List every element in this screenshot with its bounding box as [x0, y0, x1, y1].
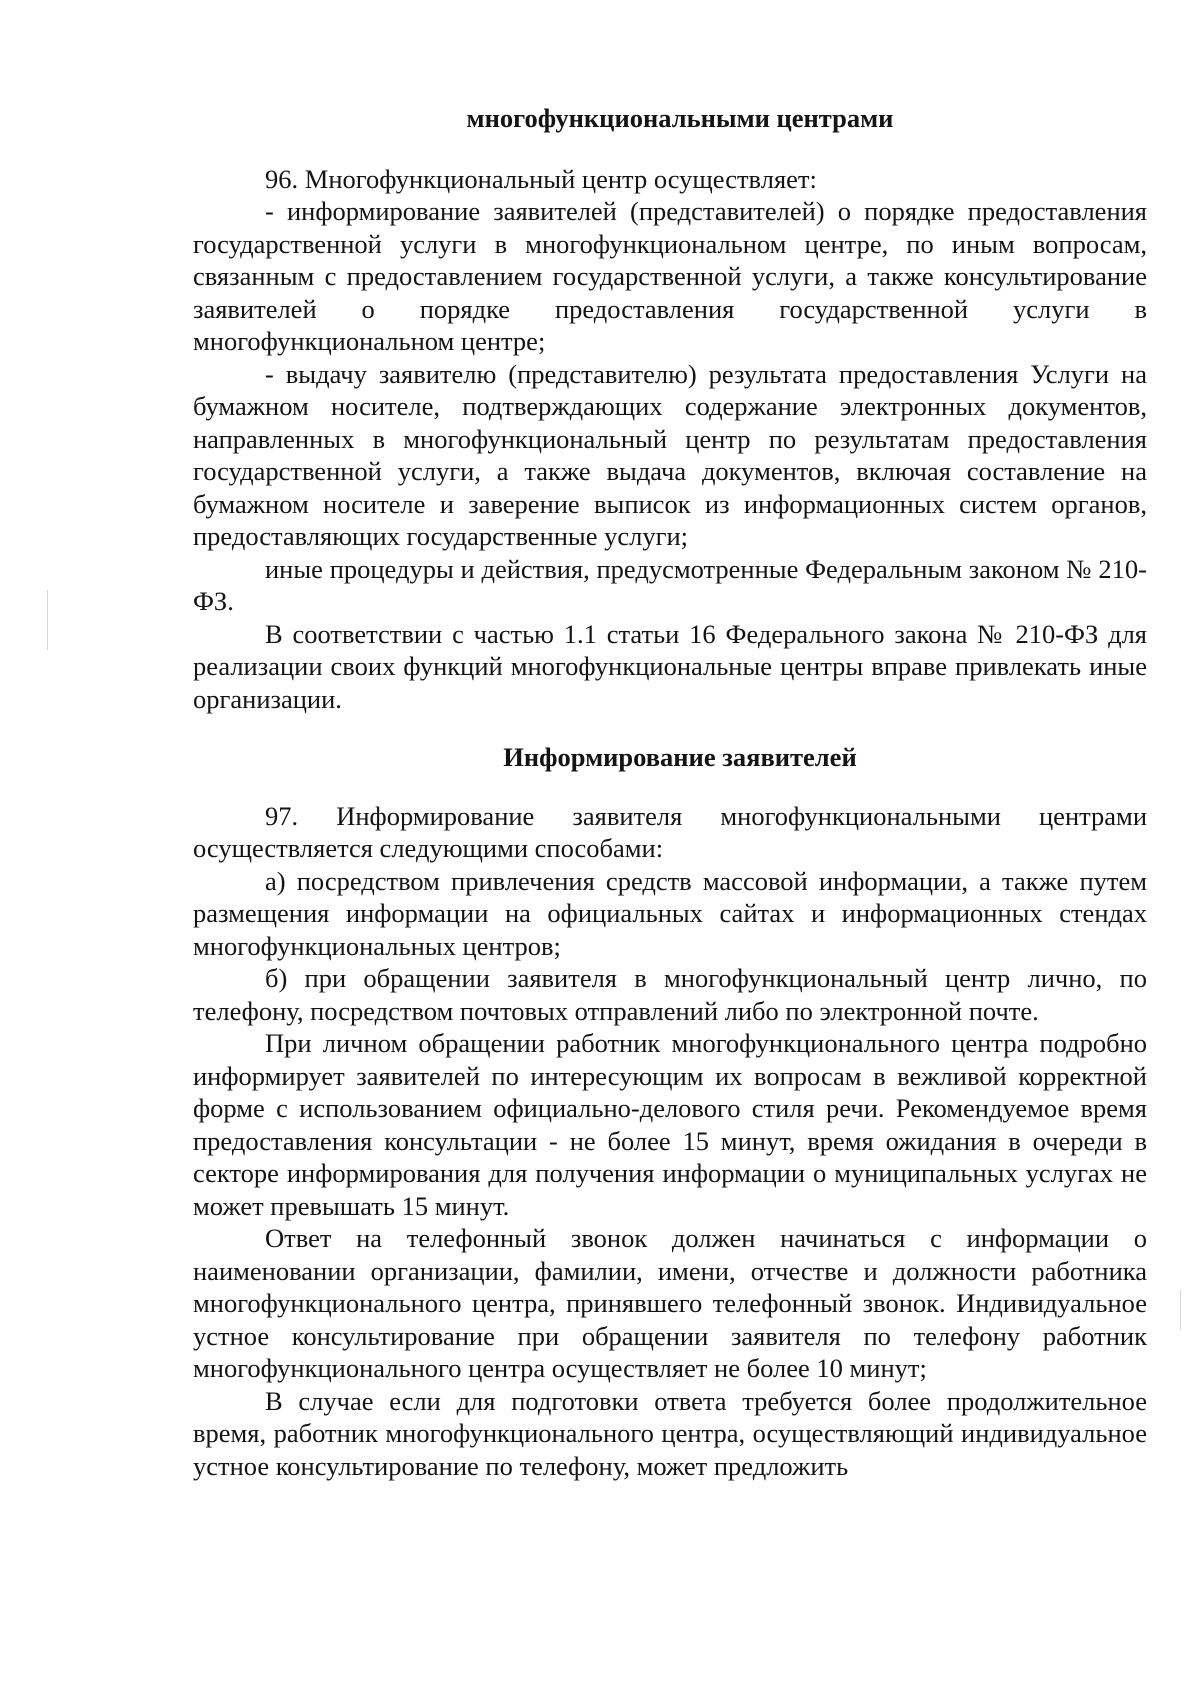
paragraph-96-other-procedures: иные процедуры и действия, предусмотренные Федеральным законом № 210-ФЗ. [193, 553, 1147, 616]
document-body [193, 102, 1147, 1482]
paragraph-96-part-1-1: В соответствии с частью 1.1 статьи 16 Федерального закона № 210-ФЗ для реализации своих функций многофункциональные центры вправе привлекать иные организации. [193, 618, 1147, 714]
paragraph-96-bullet-informing: - информирование заявителей (представителей) о порядке предоставления государственной услуги в многофункциональном центре, по иным вопросам, связанным с предоставлением государственной услуги, а также консультирование заявителей о порядке предоставления государственной услуги в многофункциональном центре; [193, 196, 1147, 356]
paragraph-96-intro: 96. Многофункциональный центр осуществляет: [265, 163, 817, 194]
paragraph-97-item-b: б) при обращении заявителя в многофункциональный центр лично, по телефону, посредством почтовых отправлений либо по электронной почте. [193, 963, 1147, 1026]
section-heading-mfc: многофункциональными центрами [466, 103, 894, 133]
paragraph-96-bullet-issuing: - выдачу заявителю (представителю) результата предоставления Услуги на бумажном носителе, подтверждающих содержание электронных документов, направленных в многофункциональный центр по результатам предоставления государственной услуги, а также выдача документов, включая составление на бумажном носителе и заверение выписок из информационных систем органов, предоставляющих государственные услуги; [193, 358, 1147, 551]
paragraph-97-item-a: а) посредством привлечения средств массовой информации, а также путем размещения информации на официальных сайтах и информационных стендах многофункциональных центров; [193, 865, 1147, 961]
paragraph-97-personal-visit: При личном обращении работник многофункционального центра подробно информирует заявителей по интересующим их вопросам в вежливой корректной форме с использованием официально-делового стиля речи. Рекомендуемое время предоставления консультации - не более 15 минут, время ожидания в очереди в секторе информирования для получения информации о муниципальных услугах не может превышать 15 минут. [193, 1028, 1147, 1221]
paragraph-97-intro: 97. Информирование заявителя многофункциональными центрами осуществляется следующими способами: [193, 800, 1147, 863]
paragraph-97-longer-time: В случае если для подготовки ответа требуется более продолжительное время, работник многофункционального центра, осуществляющий индивидуальное устное консультирование по телефону, может предложить [193, 1385, 1147, 1481]
section-heading-informing: Информирование заявителей [503, 742, 857, 772]
paragraph-97-phone-answer: Ответ на телефонный звонок должен начинаться с информации о наименовании организации, фамилии, имени, отчестве и должности работника многофункционального центра, принявшего телефонный звонок. Индивидуальное устное консультирование при обращении заявителя по телефону работник многофункционального центра осуществляет не более 10 минут; [193, 1223, 1147, 1383]
scan-artifact-right [1180, 1290, 1181, 1330]
scan-artifact-left [47, 590, 48, 650]
